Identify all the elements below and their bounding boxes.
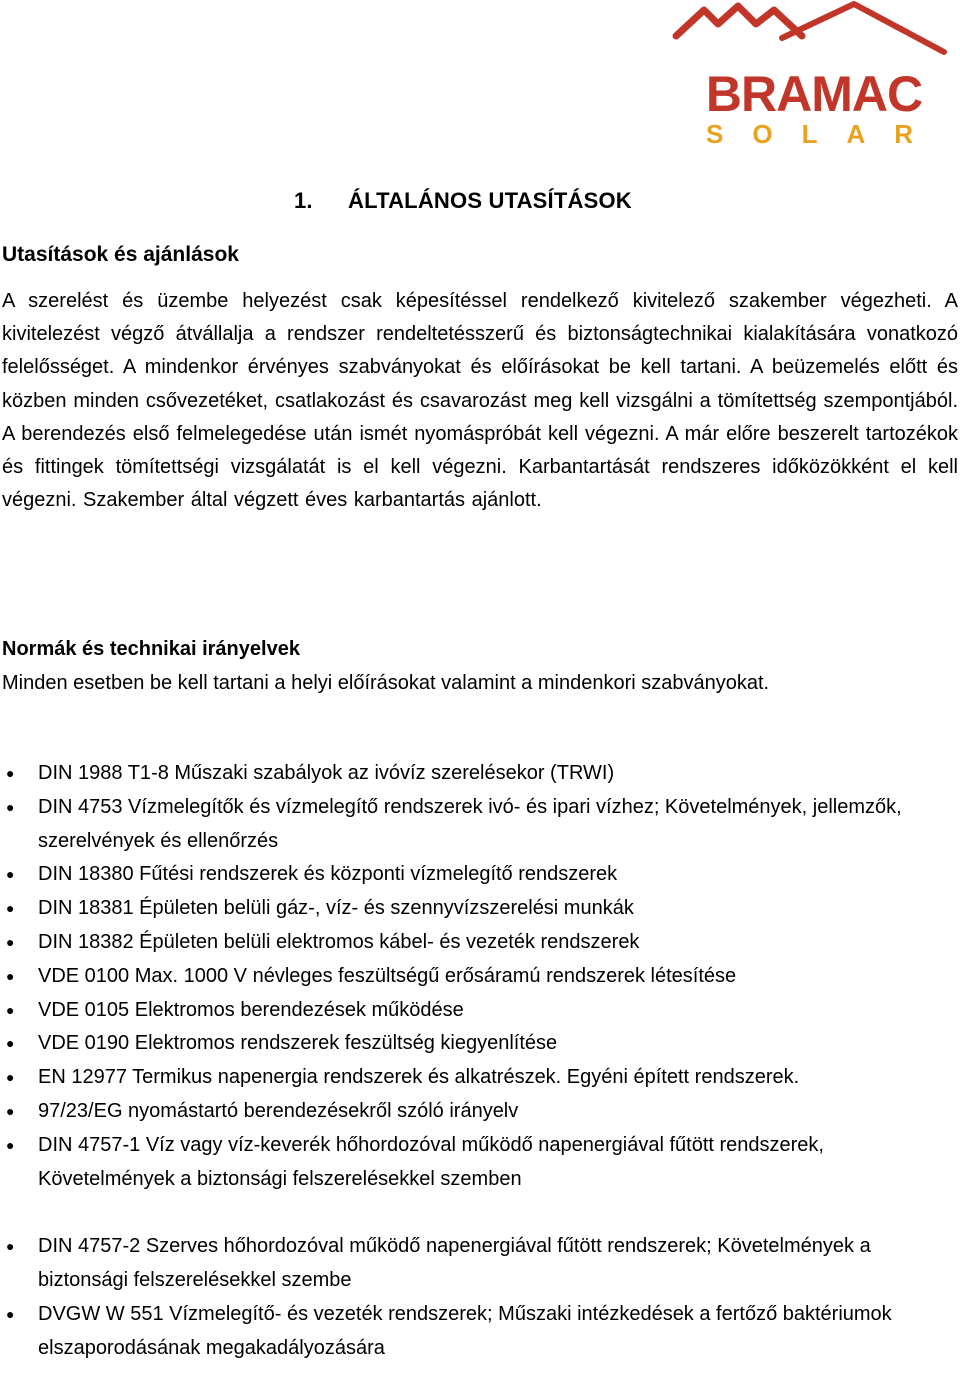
- list-item: [0, 858, 960, 892]
- norm-text: DIN 18380 Fűtési rendszerek és központi vízmelegítő rendszerek: [38, 863, 618, 886]
- bullet-icon: ●: [6, 765, 15, 781]
- bullet-icon: ●: [6, 866, 15, 883]
- list-item: [0, 1230, 960, 1298]
- bullet-icon: ●: [6, 1069, 15, 1086]
- list-item: [0, 757, 960, 791]
- norm-text: DIN 4757-2 Szerves hőhordozóval működő napenergiával fűtött rendszerek; Követelmények a biztonsági felszerelésekkel szembe: [38, 1235, 871, 1291]
- section-title: ÁLTALÁNOS UTASÍTÁSOK: [348, 188, 632, 213]
- logo-graphic: [664, 0, 960, 150]
- norm-text: EN 12977 Termikus napenergia rendszerek és alkatrészek. Egyéni épített rendszerek.: [38, 1066, 800, 1089]
- norms-intro: Minden esetben be kell tartani a helyi előírásokat valamint a mindenkori szabványokat.: [2, 672, 770, 694]
- bullet-icon: ●: [6, 1035, 15, 1052]
- instructions-heading: Utasítások és ajánlások: [2, 243, 239, 266]
- norm-text: DIN 18382 Épületen belüli elektromos kábel- és vezeték rendszerek: [38, 930, 640, 953]
- list-item: [0, 1095, 960, 1129]
- list-item: [0, 1027, 960, 1061]
- list-item: [0, 926, 960, 960]
- norm-text: 97/23/EG nyomástartó berendezésekről szóló irányelv: [38, 1099, 519, 1122]
- instructions-paragraph: A szerelést és üzembe helyezést csak képesítéssel rendelkező kivitelező szakember végezheti. A kivitelezést végző átvállalja a rendszer rendeltetésszerű és biztonságtechnikai kialakítására vonatkozó felelősséget. A mindenkor érvényes szabványokat és előírásokat be kell tartani. A beüzemelés előtt és közben minden csővezetéket, csatlakozást és csavarozást meg kell vizsgálni a tömítettség szempontjából. A berendezés első felmelegedése után ismét nyomáspróbát kell végezni. A már előre beszerelt tartozékok és fittingek tömítettségi vizsgálatát is el kell végezni. Karbantartását rendszeres időközökként el kell végezni. Szakember által végzett éves karbantartás ajánlott.: [2, 290, 958, 512]
- bullet-icon: ●: [6, 1001, 15, 1018]
- logo-brand-text: BRAMAC: [705, 66, 923, 122]
- bullet-icon: ●: [6, 798, 15, 815]
- norm-text: DIN 4753 Vízmelegítők és vízmelegítő rendszerek ivó- és ipari vízhez; Követelmények, jellemzők, szerelvények és ellenőrzés: [38, 795, 902, 852]
- bullet-icon: ●: [6, 1305, 15, 1322]
- roof-arc-icon: [782, 4, 944, 52]
- norms-list: [0, 757, 960, 1365]
- section-number: 1.: [294, 188, 313, 213]
- bramac-solar-logo: [664, 0, 960, 150]
- list-item: [0, 892, 960, 926]
- norms-heading: Normák és technikai irányelvek: [2, 638, 300, 660]
- bullet-icon: ●: [6, 900, 15, 917]
- norm-text: DIN 4757-1 Víz vagy víz-keverék hőhordozóval működő napenergiával fűtött rendszerek, Követelmények a biztonsági felszerelésekkel szemben: [38, 1133, 824, 1190]
- logo-sub-text: SOLAR: [706, 119, 942, 149]
- bullet-icon: ●: [6, 1238, 15, 1255]
- section-heading: [294, 188, 632, 214]
- list-item: [0, 994, 960, 1028]
- roof-mark-icon: [676, 6, 802, 36]
- norm-text: VDE 0105 Elektromos berendezések működése: [38, 998, 464, 1021]
- norm-text: VDE 0190 Elektromos rendszerek feszültség kiegyenlítése: [38, 1032, 558, 1055]
- list-item: [0, 1298, 960, 1366]
- list-item: [0, 960, 960, 994]
- norm-text: VDE 0100 Max. 1000 V névleges feszültségű erősáramú rendszerek létesítése: [38, 964, 737, 987]
- norm-text: DIN 1988 T1-8 Műszaki szabályok az ivóvíz szerelésekor (TRWI): [38, 762, 615, 784]
- bullet-icon: ●: [6, 967, 15, 984]
- list-item: [0, 791, 960, 859]
- list-item: [0, 1129, 960, 1197]
- norm-text: DVGW W 551 Vízmelegítő- és vezeték rendszerek; Műszaki intézkedések a fertőző baktériumok elszaporodásának megakadályozására: [38, 1302, 892, 1359]
- bullet-icon: ●: [6, 1102, 15, 1119]
- norm-text: DIN 18381 Épületen belüli gáz-, víz- és szennyvízszerelési munkák: [38, 897, 634, 920]
- bullet-icon: ●: [6, 933, 15, 950]
- list-item: [0, 1061, 960, 1095]
- bullet-icon: ●: [6, 1136, 15, 1153]
